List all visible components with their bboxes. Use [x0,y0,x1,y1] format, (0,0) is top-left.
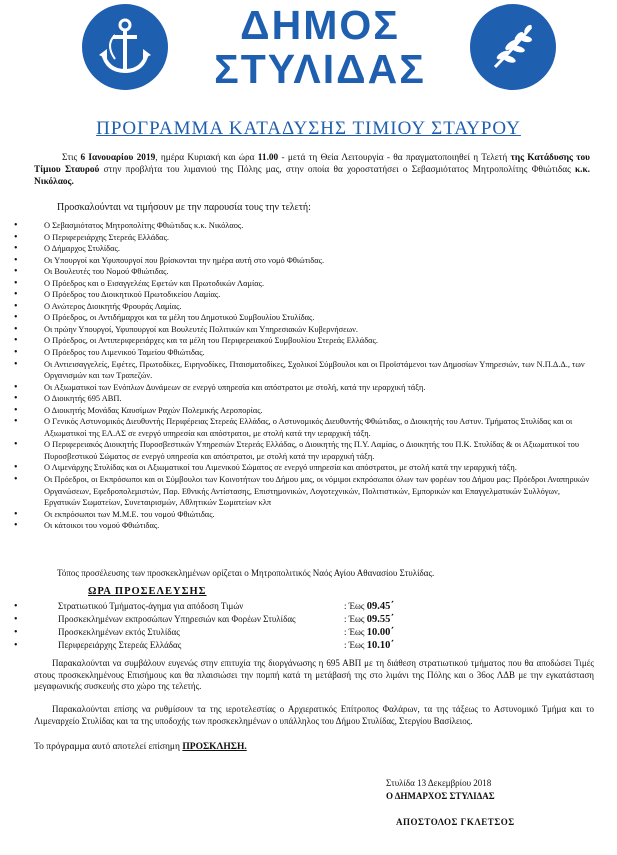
support-paragraph: Παρακαλούνται να συμβάλουν ευγενώς στην επιτυχία της διοργάνωσης η 695 ΑΒΠ με τη διάθεση στρατιωτικού τμήματος που θα αποδώσει Τιμές στους προσκεκλημένους Επισήμους και θα πλαισιώσει την πομπή κατά τη μετάβασή της στο λιμάνι της Πόλης και ο 36ος ΛΔΒ με την εγκατάσταση μεγαφωνικής συσκευής στο χώρο της τελετής. [34,658,594,691]
list-item [14,639,454,652]
list-item [14,613,454,626]
anchor-emblem-icon [82,4,168,90]
arrival-label: • Προσκεκλημένων εκπροσώπων Υπηρεσιών και Φορέων Στυλίδας [58,614,296,624]
list-item: • Ο Λιμενάρχης Στυλίδας και οι Αξιωματικοί του Λιμενικού Σώματος σε ενεργό υπηρεσία και απόστρατοι, με στολή κατά την ιεραρχική τάξη. [14,462,594,474]
list-item: • Ο Περιφερειακός Διοικητής Πυροσβεστικών Υπηρεσιών Στερεάς Ελλάδας, ο Διοικητής της Π.Υ. Λαμίας, ο Διοικητής του Π.Κ. Στυλίδας & οι Αξιωματικοί του Πυροσβεστικού Σώματος σε ενεργό υπηρεσία και απόστρατοι, με στολή κατά την ιεραρχική τάξη. [14,439,594,462]
signature-name: ΑΠΟΣΤΟΛΟΣ ΓΚΛΕΤΣΟΣ [396,817,515,827]
arrival-time: : Έως 09.45΄ [344,601,394,612]
olive-branch-emblem-icon [470,4,556,90]
list-item: • Ο Διοικητής 695 ΑΒΠ. [14,393,594,405]
list-item: • Οι Αντιεισαγγελείς, Εφέτες, Πρωτοδίκες, Ειρηνοδίκες, Πταισματοδίκες, Σχολικοί Σύμβουλοι και οι Προϊστάμενοι των Δημοσίων Υπηρεσιών, των Ν.Π.Δ.Δ., των Οργανισμών και των Τραπεζών. [14,359,594,382]
list-item [14,626,454,639]
list-item: • Ο Ανώτερος Διοικητής Φρουράς Λαμίας. [14,301,594,313]
list-item: • Οι Πρόεδροι, οι Εκπρόσωποι και οι Σύμβουλοι των Κοινοτήτων του Δήμου μας, οι νόμιμοι εκπρόσωποι όλων των φορέων του Δήμου μας: Πρόεδροι Αναπηρικών Οργανώσεων, Εφεδροπολεμιστών, Παρ. Εθνικής Αντίστασης, Επιστημονικών, Λογοτεχνικών, Πολιτιστικών, Εμπορικών και Επαγγελματικών Συλλόγων, Εργατικών Σωματείων, Συνεταιρισμών, Αθλητικών Σωματείων κλπ [14,474,594,509]
list-item: • Ο Διοικητής Μονάδας Καυσίμων Ραχών Πολεμικής Αεροπορίας. [14,405,594,417]
arrival-label: • Προσκεκλημένων εκτός Στυλίδας [58,627,180,637]
arrival-times-list [14,600,454,652]
arrival-time: : Έως 09.55΄ [344,614,394,625]
list-item: • Ο Περιφερειάρχης Στερεάς Ελλάδας. [14,232,594,244]
header-title-line1: ΔΗΜΟΣ [240,2,400,48]
signature-title: Ο ΔΗΜΑΡΧΟΣ ΣΤΥΛΙΔΑΣ [386,791,495,801]
list-item [14,600,454,613]
list-item: • Ο Γενικός Αστυνομικός Διευθυντής Περιφέρειας Στερεάς Ελλάδας, ο Αστυνομικός Διευθυντής Φθιώτιδας, ο Διοικητής του Αστυν. Τμήματος Στυλίδας και οι Αξιωματικοί της ΕΛ.ΑΣ σε ενεργό υπηρεσία και απόστρατοι, με στολή κατά την ιεραρχική τάξη. [14,416,594,439]
arrival-heading: ΩΡΑ ΠΡΟΣΕΛΕΥΣΗΣ [88,586,207,597]
list-item: • Οι Αξιωματικοί των Ενόπλων Δυνάμεων σε ενεργό υπηρεσία και απόστρατοι με στολή, κατά την ιεραρχική τάξη. [14,382,594,394]
invitation-line: Το πρόγραμμα αυτό αποτελεί επίσημη ΠΡΟΣΚΛΗΣΗ. [34,742,247,752]
list-item: • Ο Πρόεδρος, οι Αντιπεριφερειάρχες και τα μέλη του Περιφερειακού Συμβουλίου Στερεάς Ελλάδας. [14,335,594,347]
arrival-time: : Έως 10.10΄ [344,640,394,651]
header-title-line2: ΣΤΥΛΙΔΑΣ [214,46,426,92]
list-item: • Οι κάτοικοι του νομού Φθιώτιδας. [14,520,594,532]
list-item: • Ο Πρόεδρος, οι Αντιδήμαρχοι και τα μέλη του Δημοτικού Συμβουλίου Στυλίδας. [14,312,594,324]
list-item: • Ο Πρόεδρος του Λιμενικού Ταμείου Φθιώτιδας. [14,347,594,359]
list-item: • Οι πρώην Υπουργοί, Υφυπουργοί και Βουλευτές Πολιτικών και Υπηρεσιακών Κυβερνήσεων. [14,324,594,336]
arrival-time: : Έως 10.00΄ [344,627,394,638]
arrival-label: • Περιφερειάρχης Στερεάς Ελλάδας [58,640,182,650]
venue-line: Τόπος προσέλευσης των προσκεκλημένων ορίζεται ο Μητροπολιτικός Ναός Αγίου Αθανασίου Στυλίδας. [57,568,435,578]
intro-paragraph: Στις 6 Ιανουαρίου 2019, ημέρα Κυριακή και ώρα 11.00 - μετά τη Θεία Λειτουργία - θα πραγματοποιηθεί η Τελετή της Κατάδυσης του Τίμιου Σταυρού στην προβλήτα του λιμανιού της Πόλης μας, στην οποία θα χοροστατήσει ο Σεβασμιότατος Μητροπολίτης Φθιώτιδας κ.κ. Νικόλαος. [34,153,590,187]
list-item: • Οι εκπρόσωποι των Μ.Μ.Ε. του νομού Φθιώτιδας. [14,509,594,521]
list-item: • Οι Υπουργοί και Υφυπουργοί που βρίσκονται την ημέρα αυτή στο νομό Φθιώτιδας. [14,255,594,267]
document-subtitle: ΠΡΟΓΡΑΜΜΑ ΚΑΤΑΔΥΣΗΣ ΤΙΜΙΟΥ ΣΤΑΥΡΟΥ [96,118,521,139]
list-item: • Οι Βουλευτές του Νομού Φθιώτιδας. [14,266,594,278]
arrangements-paragraph: Παρακαλούνται επίσης να ρυθμίσουν τα της ιεροτελεστίας ο Αρχιερατικός Επίτροπος Φαλάρων, τα της τάξεως το Αστυνομικό Τμήμα και το Λιμεναρχείο Στυλίδας και τα της υποδοχής των προσκεκλημένων ο υπάλληλος του Δήμου Στυλίδας, Στεργίου Βασίλειος. [34,704,594,726]
list-item: • Ο Πρόεδρος και ο Εισαγγελέας Εφετών και Πρωτοδικών Λαμίας. [14,278,594,290]
arrival-label: • Στρατιωτικού Τμήματος-άγημα για απόδοση Τιμών [58,601,244,611]
list-item: • Ο Σεβασμιότατος Μητροπολίτης Φθιώτιδας κ.κ. Νικόλαος. [14,220,594,232]
guest-list [14,220,594,532]
list-item: • Ο Δήμαρχος Στυλίδας. [14,243,594,255]
list-item: • Ο Πρόεδρος του Διοικητικού Πρωτοδικείου Λαμίας. [14,289,594,301]
invite-line: Προσκαλούνται να τιμήσουν με την παρουσία τους την τελετή: [57,202,311,213]
signature-date: Στυλίδα 13 Δεκεμβρίου 2018 [386,778,492,788]
